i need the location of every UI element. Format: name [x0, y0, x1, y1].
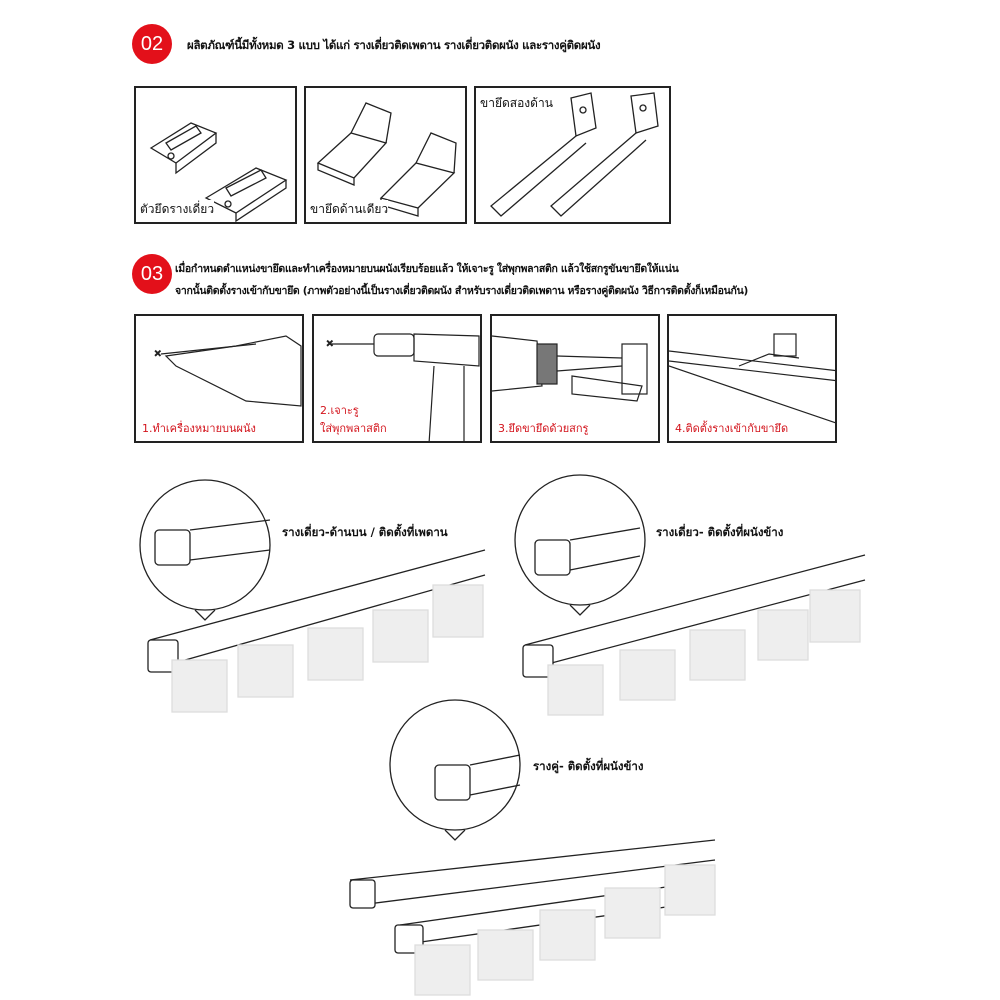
step-panel-screw-bracket [490, 314, 660, 443]
panel-label: ขายึดด้านเดียว [310, 200, 388, 219]
step-label: 4.ติดตั้งรางเข้ากับขายึด [675, 422, 789, 435]
panel-single-rail-holder [134, 86, 297, 224]
step-03-line2: จากนั้นติดตั้งรางเข้ากับขายึด (ภาพตัวอย่างนี้เป็นรางเดี่ยวติดผนัง สำหรับรางเดี่ยวติดเพดาน หรือรางคู่ติดผนัง วิธีการติดตั้งก็เหมือนกัน) [175, 285, 748, 297]
panel-one-side-bracket [304, 86, 467, 224]
wall-rail-label: รางเดี่ยว- ติดตั้งที่ผนังข้าง [656, 525, 784, 539]
ceiling-rail-label: รางเดี่ยว-ด้านบน / ติดตั้งที่เพดาน [282, 525, 448, 539]
step-label: 3.ยึดขายึดด้วยสกรู [498, 422, 589, 435]
step-03-badge: 03 [132, 254, 172, 294]
step-02-badge: 02 [132, 24, 172, 64]
step-label-line2: ใส่พุกพลาสติก [320, 422, 387, 435]
step-panel-install-rail [667, 314, 837, 443]
double-rail-zoom-callout [390, 700, 520, 830]
panel-two-side-bracket [474, 86, 671, 224]
svg-text:×: × [326, 339, 334, 349]
wall-rail-zoom-callout [515, 475, 645, 605]
panel-label: ขายึดสองด้าน [480, 94, 553, 113]
step-03-line1: เมื่อกำหนดตำแหน่งขายึดและทำเครื่องหมายบนผนังเรียบร้อยแล้ว ให้เจาะรู ใส่พุกพลาสติก แล้วใช้สกรูขันขายึดให้แน่น [175, 263, 679, 275]
step-panel-drill [312, 314, 482, 443]
step-label: 2.เจาะรู [320, 404, 359, 417]
step-label: 1.ทำเครื่องหมายบนผนัง [142, 422, 256, 435]
panel-label: ตัวยึดรางเดี่ยว [140, 200, 214, 219]
step-panel-mark-wall [134, 314, 304, 443]
svg-text:×: × [154, 349, 162, 359]
double-rail-label: รางคู่- ติดตั้งที่ผนังข้าง [533, 759, 644, 773]
ceiling-rail-zoom-callout [140, 480, 270, 610]
step-02-text: ผลิตภัณฑ์นี้มีทั้งหมด 3 แบบ ได้แก่ รางเดี่ยวติดเพดาน รางเดี่ยวติดผนัง และรางคู่ติดผนัง [187, 38, 601, 52]
